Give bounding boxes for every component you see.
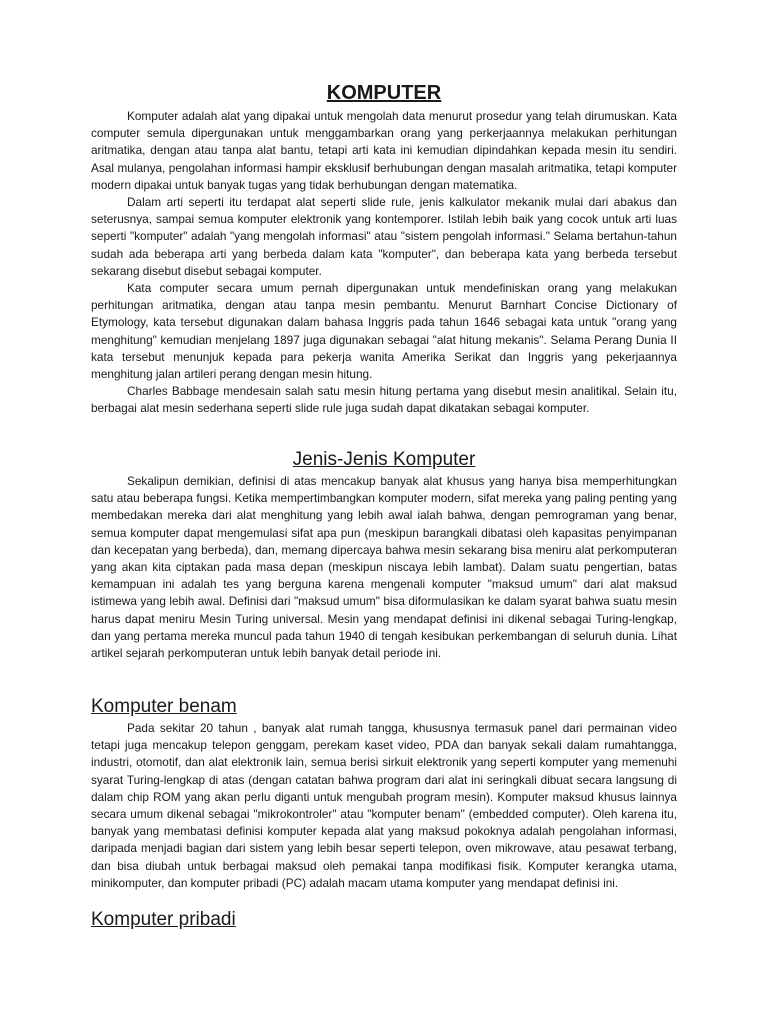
paragraph: Dalam arti seperti itu terdapat alat seperti slide rule, jenis kalkulator mekanik mulai dari abakus dan seterusnya, sampai semua komputer elektronik yang kontemporer. Istilah lebih baik yang cocok untuk arti luas seperti "komputer" adalah "yang mengolah informasi" atau "sistem pengolah informasi." Selama bertahun-tahun sudah ada beberapa arti yang berbeda dalam kata "komputer", dan beberapa kata yang berbeda tersebut sekarang disebut disebut sebagai komputer.: [91, 195, 677, 278]
paragraph: Charles Babbage mendesain salah satu mesin hitung pertama yang disebut mesin analitikal. Selain itu, berbagai alat mesin sederhana seperti slide rule juga sudah dapat dikatakan sebagai komputer.: [91, 384, 677, 416]
intro-section: [91, 108, 677, 418]
section-heading-benam: Komputer benam: [91, 696, 237, 717]
paragraph: Kata computer secara umum pernah dipergunakan untuk mendefiniskan orang yang melakukan perhitungan aritmatika, dengan atau tanpa mesin pembantu. Menurut Barnhart Concise Dictionary of Etymology, kata tersebut digunakan dalam bahasa Inggris pada tahun 1646 sebagai kata untuk "orang yang menghitung" kemudian menjelang 1897 juga digunakan sebagai "alat hitung mekanis". Selama Perang Dunia II kata tersebut menunjuk kepada para pekerja wanita Amerika Serikat dan Inggris yang pekerjaannya menghitung jalan artileri perang dengan mesin hitung.: [91, 281, 677, 382]
paragraph: Sekalipun demikian, definisi di atas mencakup banyak alat khusus yang hanya bisa memperhitungkan satu atau beberapa fungsi. Ketika mempertimbangkan komputer modern, sifat mereka yang paling penting yang membedakan mereka dari alat menghitung yang lebih awal ialah bahwa, dengan pemrograman yang benar, semua komputer dapat mengemulasi sifat apa pun (meskipun barangkali dibatasi oleh kapasitas penyimpanan dan kecepatan yang berbeda), dan, memang dipercaya bahwa mesin sekarang bisa meniru alat perkomputeran yang akan kita ciptakan pada masa depan (meskipun niscaya lebih lambat). Dalam suatu pengertian, batas kemampuan ini adalah tes yang berguna karena mengenali komputer "maksud umum" dari alat maksud istimewa yang lebih awal. Definisi dari "maksud umum" bisa diformulasikan ke dalam syarat bahwa suatu mesin harus dapat meniru Mesin Turing universal. Mesin yang mendapat definisi ini dikenal sebagai Turing-lengkap, dan yang pertama mereka muncul pada tahun 1940 di tengah kesibukan perkembangan di seluruh dunia. Lihat artikel sejarah perkomputeran untuk lebih banyak detail periode ini.: [91, 474, 677, 661]
paragraph: Pada sekitar 20 tahun , banyak alat rumah tangga, khususnya termasuk panel dari permainan video tetapi juga mencakup telepon genggam, perekam kaset video, PDA dan banyak sekali dalam rumahtangga, industri, otomotif, dan alat elektronik lain, semua berisi sirkuit elektronik yang seperti komputer yang memenuhi syarat Turing-lengkap di atas (dengan catatan bahwa program dari alat ini seringkali dibuat secara langsung di dalam chip ROM yang akan perlu diganti untuk mengubah program mesin). Komputer maksud khusus lainnya secara umum dikenal sebagai "mikrokontroler" atau "komputer benam" (embedded computer). Oleh karena itu, banyak yang membatasi definisi komputer kepada alat yang maksud pokoknya adalah pengolahan informasi, daripada menjadi bagian dari sistem yang lebih besar seperti telepon, oven mikrowave, atau pesawat terbang, dan bisa diubah untuk berbagai maksud oleh pemakai tanpa modifikasi fisik. Komputer kerangka utama, minikomputer, dan komputer pribadi (PC) adalah macam utama komputer yang mendapat definisi ini.: [91, 721, 677, 890]
paragraph: Komputer adalah alat yang dipakai untuk mengolah data menurut prosedur yang telah dirumuskan. Kata computer semula dipergunakan untuk menggambarkan orang yang perkerjaannya melakukan perhitungan aritmatika, dengan atau tanpa alat bantu, tetapi arti kata ini kemudian dipindahkan kepada mesin itu sendiri. Asal mulanya, pengolahan informasi hampir eksklusif berhubungan dengan masalah aritmatika, tetapi komputer modern dipakai untuk banyak tugas yang tidak berhubungan dengan matematika.: [91, 109, 677, 192]
benam-section: [91, 720, 677, 892]
jenis-section: [91, 473, 677, 662]
section-heading-pribadi: Komputer pribadi: [91, 909, 236, 930]
section-heading-jenis: Jenis-Jenis Komputer: [292, 449, 476, 470]
document-title: KOMPUTER: [326, 82, 442, 104]
